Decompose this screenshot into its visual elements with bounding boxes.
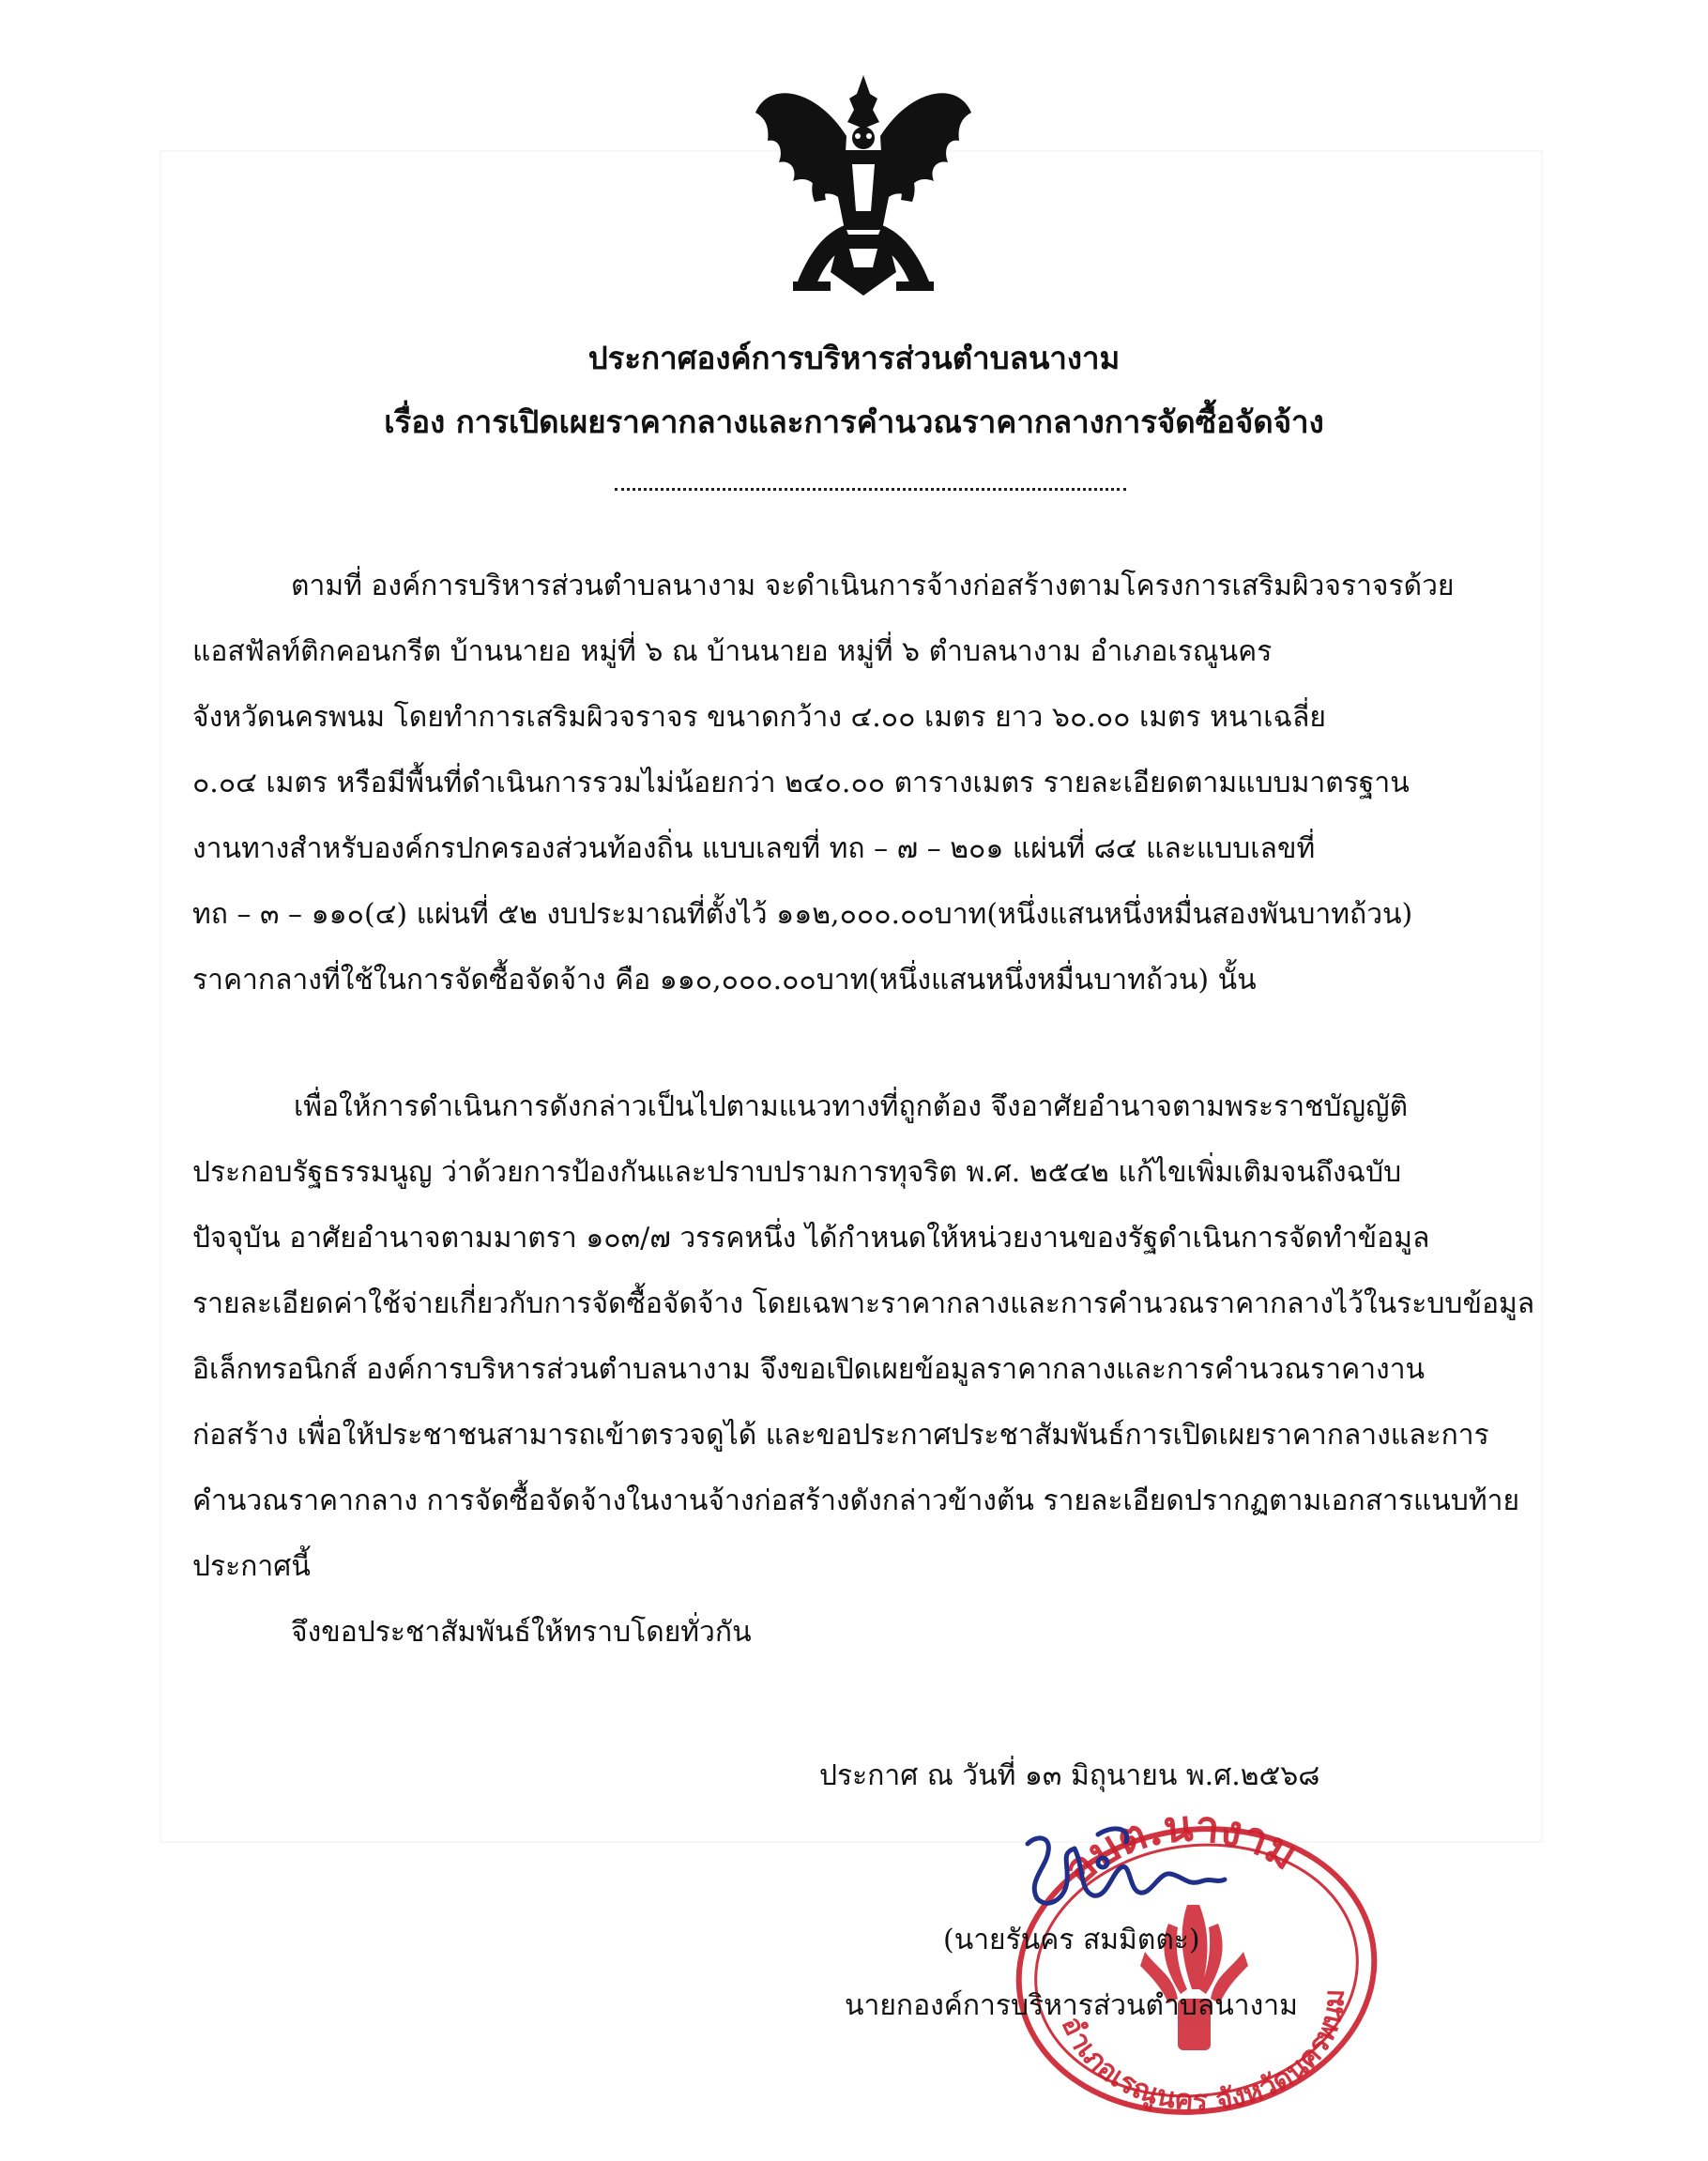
garuda-emblem-icon <box>741 70 985 305</box>
paragraph-line: อิเล็กทรอนิกส์ องค์การบริหารส่วนตำบลนางาม จึงขอเปิดเผยข้อมูลราคากลางและการคำนวณราคางาน <box>192 1353 1426 1386</box>
signer-name: (นายรันคร สมมิตตะ) <box>943 1924 1200 1956</box>
paragraph-project-details <box>192 554 1563 1013</box>
paragraph-line: เพื่อให้การดำเนินการดังกล่าวเป็นไปตามแนวทางที่ถูกต้อง จึงอาศัยอำนาจตามพระราชบัญญัติ <box>294 1090 1409 1123</box>
paragraph-line: ปัจจุบัน อาศัยอำนาจตามมาตรา ๑๐๓/๗ วรรคหนึ่ง ได้กำหนดให้หน่วยงานของรัฐดำเนินการจัดทำข้อมูล <box>192 1222 1430 1255</box>
paragraph-line: ราคากลางที่ใช้ในการจัดซื้อจัดจ้าง คือ ๑๑๐,๐๐๐.๐๐บาท(หนึ่งแสนหนึ่งหมื่นบาทถ้วน) นั้น <box>192 964 1257 997</box>
handwritten-signature <box>1009 1816 1234 1919</box>
paragraph-line: คำนวณราคากลาง การจัดซื้อจัดจ้างในงานจ้างก่อสร้างดังกล่าวข้างต้น รายละเอียดปรากฏตามเอกสารแนบท้าย <box>192 1484 1520 1517</box>
paragraph-line: ประกาศนี้ <box>192 1550 311 1583</box>
signer-title: นายกองค์การบริหารส่วนตำบลนางาม <box>845 1989 1298 2022</box>
paragraph-line: งานทางสำหรับองค์กรปกครองส่วนท้องถิ่น แบบเลขที่ ทถ – ๗ – ๒๐๑ แผ่นที่ ๘๔ และแบบเลขที่ <box>192 832 1316 865</box>
announcement-title: ประกาศองค์การบริหารส่วนตำบลนางาม <box>587 340 1121 376</box>
stamp-bottom-text: อำเภอเรณูนคร จังหวัดนครพนม <box>1054 1988 1351 2118</box>
paragraph-legal-basis <box>192 1074 1563 1600</box>
paragraph-line: ตามที่ องค์การบริหารส่วนตำบลนางาม จะดำเนินการจ้างก่อสร้างตามโครงการเสริมผิวจราจรด้วย <box>291 570 1455 602</box>
paragraph-line: รายละเอียดค่าใช้จ่ายเกี่ยวกับการจัดซื้อจัดจ้าง โดยเฉพาะราคากลางและการคำนวณราคากลางไว้ในระบบข้อมูล <box>192 1287 1535 1320</box>
closing-statement: จึงขอประชาสัมพันธ์ให้ทราบโดยทั่วกัน <box>291 1616 752 1649</box>
paragraph-line: จังหวัดนครพนม โดยทำการเสริมผิวจราจร ขนาดกว้าง ๔.๐๐ เมตร ยาว ๖๐.๐๐ เมตร หนาเฉลี่ย <box>192 701 1326 734</box>
paragraph-line: ทถ – ๓ – ๑๑๐(๔) แผ่นที่ ๕๒ งบประมาณที่ตั้งไว้ ๑๑๒,๐๐๐.๐๐บาท(หนึ่งแสนหนึ่งหมื่นสองพันบาทถ้วน) <box>192 898 1413 931</box>
announcement-date: ประกาศ ณ วันที่ ๑๓ มิถุนายน พ.ศ.๒๕๖๘ <box>819 1759 1320 1792</box>
stamp-top-text: อบต.นางาม <box>1053 1811 1307 1895</box>
paragraph-line: ก่อสร้าง เพื่อให้ประชาชนสามารถเข้าตรวจดูได้ และขอประกาศประชาสัมพันธ์การเปิดเผยราคากลางและการ <box>192 1419 1489 1452</box>
announcement-subject: เรื่อง การเปิดเผยราคากลางและการคำนวณราคากลางการจัดซื้อจัดจ้าง <box>384 403 1324 440</box>
paragraph-line: แอสฟัลท์ติกคอนกรีต บ้านนายอ หมู่ที่ ๖ ณ บ้านนายอ หมู่ที่ ๖ ตำบลนางาม อำเภอเรณูนคร <box>192 635 1273 668</box>
paragraph-line: ประกอบรัฐธรรมนูญ ว่าด้วยการป้องกันและปราบปรามการทุจริต พ.ศ. ๒๕๔๒ แก้ไขเพิ่มเติมจนถึงฉบับ <box>192 1156 1402 1189</box>
paragraph-line: ๐.๐๔ เมตร หรือมีพื้นที่ดำเนินการรวมไม่น้อยกว่า ๒๔๐.๐๐ ตารางเมตร รายละเอียดตามแบบมาตรฐาน <box>192 767 1410 799</box>
dotted-divider <box>615 488 1126 491</box>
